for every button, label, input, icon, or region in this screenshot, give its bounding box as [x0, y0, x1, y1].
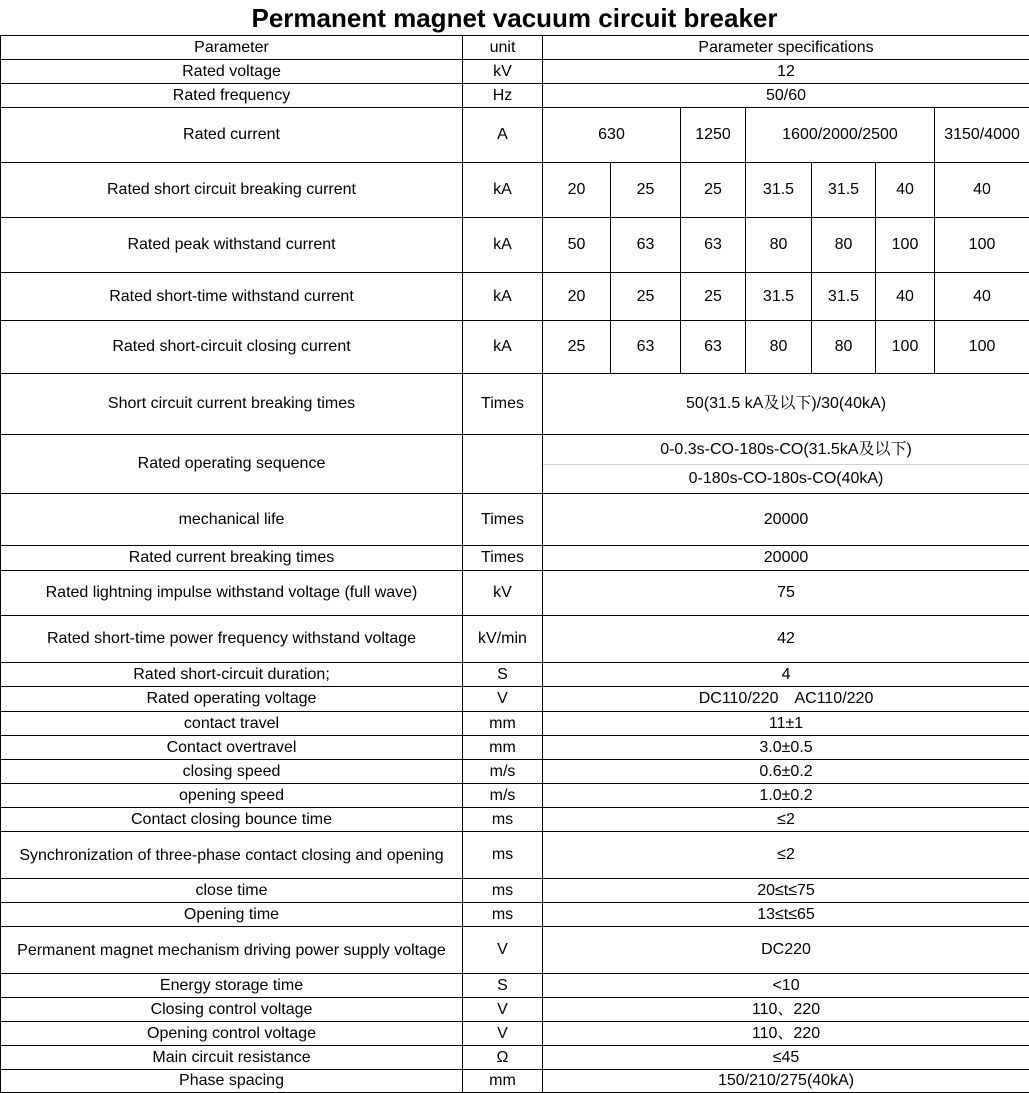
param-value: ≤2	[543, 832, 1029, 879]
param-value: 40	[935, 163, 1029, 218]
param-unit: S	[463, 974, 543, 998]
param-value: 75	[543, 571, 1029, 616]
header-parameter: Parameter	[1, 36, 463, 60]
param-unit: m/s	[463, 784, 543, 808]
param-unit: ms	[463, 903, 543, 927]
param-value: 25	[611, 273, 681, 321]
param-name: Short circuit current breaking times	[1, 374, 463, 435]
param-name: Rated frequency	[1, 84, 463, 108]
header-specifications: Parameter specifications	[543, 36, 1029, 60]
param-name: Rated operating voltage	[1, 687, 463, 712]
param-name: Rated short-time power frequency withstand voltage	[1, 616, 463, 663]
param-value: 25	[681, 163, 746, 218]
param-value: 80	[746, 218, 812, 273]
param-value: 25	[681, 273, 746, 321]
param-name: Rated current	[1, 108, 463, 163]
table-row	[1, 903, 1029, 927]
param-name: Main circuit resistance	[1, 1046, 463, 1070]
param-unit: Times	[463, 546, 543, 571]
table-row	[1, 974, 1029, 998]
param-name: opening speed	[1, 784, 463, 808]
table-row	[1, 927, 1029, 974]
param-value: 80	[812, 218, 876, 273]
param-value: 25	[611, 163, 681, 218]
param-name: Rated short-circuit duration;	[1, 663, 463, 687]
param-value: ≤45	[543, 1046, 1029, 1070]
param-unit: mm	[463, 712, 543, 736]
table-row	[1, 374, 1029, 435]
param-name: Rated operating sequence	[1, 435, 463, 494]
param-unit: Times	[463, 374, 543, 435]
param-value: 110、220	[543, 1022, 1029, 1046]
param-unit: m/s	[463, 760, 543, 784]
param-value: 40	[935, 273, 1029, 321]
table-row	[1, 60, 1029, 84]
table-row	[1, 663, 1029, 687]
param-unit: mm	[463, 1070, 543, 1093]
table-row	[1, 616, 1029, 663]
param-value: 40	[876, 163, 935, 218]
param-value: 0-180s-CO-180s-CO(40kA)	[543, 465, 1029, 494]
table-header-row	[1, 36, 1029, 60]
param-value: 150/210/275(40kA)	[543, 1070, 1029, 1093]
param-unit	[463, 435, 543, 494]
param-value: 40	[876, 273, 935, 321]
table-row	[1, 712, 1029, 736]
table-row	[1, 687, 1029, 712]
param-name: mechanical life	[1, 494, 463, 546]
page-title: Permanent magnet vacuum circuit breaker	[0, 0, 1029, 36]
table-row	[1, 321, 1029, 374]
table-row	[1, 998, 1029, 1022]
table-row	[1, 435, 1029, 465]
param-value: 31.5	[746, 273, 812, 321]
param-value: 110、220	[543, 998, 1029, 1022]
param-value: 100	[876, 218, 935, 273]
param-value: 0-0.3s-CO-180s-CO(31.5kA及以下)	[543, 435, 1029, 465]
param-name: Contact closing bounce time	[1, 808, 463, 832]
param-value: ≤2	[543, 808, 1029, 832]
param-unit: kA	[463, 218, 543, 273]
param-unit: mm	[463, 736, 543, 760]
param-unit: kA	[463, 321, 543, 374]
param-unit: ms	[463, 879, 543, 903]
param-value: 3.0±0.5	[543, 736, 1029, 760]
param-unit: kV	[463, 571, 543, 616]
table-row	[1, 1070, 1029, 1093]
param-value: 1600/2000/2500	[746, 108, 935, 163]
param-value: 0.6±0.2	[543, 760, 1029, 784]
param-name: closing speed	[1, 760, 463, 784]
param-unit: kV	[463, 60, 543, 84]
param-value: 50(31.5 kA及以下)/30(40kA)	[543, 374, 1029, 435]
param-value: 20000	[543, 494, 1029, 546]
param-name: Opening control voltage	[1, 1022, 463, 1046]
param-value: 63	[681, 218, 746, 273]
param-value: DC220	[543, 927, 1029, 974]
param-name: Rated peak withstand current	[1, 218, 463, 273]
param-name: Permanent magnet mechanism driving power supply voltage	[1, 927, 463, 974]
param-unit: V	[463, 927, 543, 974]
param-value: 31.5	[812, 273, 876, 321]
table-row	[1, 1022, 1029, 1046]
table-row	[1, 84, 1029, 108]
header-unit: unit	[463, 36, 543, 60]
param-value: 63	[611, 321, 681, 374]
param-name: Rated short-time withstand current	[1, 273, 463, 321]
table-row	[1, 163, 1029, 218]
param-unit: S	[463, 663, 543, 687]
param-value: 3150/4000	[935, 108, 1029, 163]
param-name: Rated current breaking times	[1, 546, 463, 571]
param-unit: V	[463, 1022, 543, 1046]
param-unit: ms	[463, 832, 543, 879]
param-value: 4	[543, 663, 1029, 687]
param-unit: Times	[463, 494, 543, 546]
param-unit: kA	[463, 163, 543, 218]
param-unit: V	[463, 687, 543, 712]
table-row	[1, 494, 1029, 546]
table-row	[1, 879, 1029, 903]
param-name: Contact overtravel	[1, 736, 463, 760]
param-value: DC110/220 AC110/220	[543, 687, 1029, 712]
param-value: 42	[543, 616, 1029, 663]
param-value: 20≤t≤75	[543, 879, 1029, 903]
param-name: Rated voltage	[1, 60, 463, 84]
param-name: Rated short-circuit closing current	[1, 321, 463, 374]
param-value: 100	[876, 321, 935, 374]
table-row	[1, 273, 1029, 321]
param-value: 13≤t≤65	[543, 903, 1029, 927]
param-name: contact travel	[1, 712, 463, 736]
param-value: 11±1	[543, 712, 1029, 736]
param-unit: V	[463, 998, 543, 1022]
table-row	[1, 736, 1029, 760]
param-name: Rated short circuit breaking current	[1, 163, 463, 218]
param-value: 20	[543, 163, 611, 218]
param-unit: kV/min	[463, 616, 543, 663]
param-value: 20	[543, 273, 611, 321]
spec-table	[0, 35, 1029, 1093]
param-name: Phase spacing	[1, 1070, 463, 1093]
param-value: 20000	[543, 546, 1029, 571]
param-value: 1250	[681, 108, 746, 163]
param-value: 31.5	[746, 163, 812, 218]
param-value: 63	[681, 321, 746, 374]
table-row	[1, 571, 1029, 616]
param-name: Opening time	[1, 903, 463, 927]
param-value: 50/60	[543, 84, 1029, 108]
table-row	[1, 784, 1029, 808]
param-value: 80	[746, 321, 812, 374]
param-name: Closing control voltage	[1, 998, 463, 1022]
table-row	[1, 546, 1029, 571]
table-row	[1, 808, 1029, 832]
table-row	[1, 1046, 1029, 1070]
param-value: 50	[543, 218, 611, 273]
param-value: <10	[543, 974, 1029, 998]
param-unit: kA	[463, 273, 543, 321]
param-unit: Hz	[463, 84, 543, 108]
param-name: Rated lightning impulse withstand voltage (full wave)	[1, 571, 463, 616]
table-row	[1, 218, 1029, 273]
param-value: 31.5	[812, 163, 876, 218]
param-unit: Ω	[463, 1046, 543, 1070]
param-value: 25	[543, 321, 611, 374]
param-name: Synchronization of three-phase contact closing and opening	[1, 832, 463, 879]
param-unit: A	[463, 108, 543, 163]
table-row	[1, 832, 1029, 879]
param-value: 12	[543, 60, 1029, 84]
table-row	[1, 108, 1029, 163]
param-value: 630	[543, 108, 681, 163]
table-row	[1, 760, 1029, 784]
param-value: 100	[935, 321, 1029, 374]
param-name: Energy storage time	[1, 974, 463, 998]
param-unit: ms	[463, 808, 543, 832]
param-value: 63	[611, 218, 681, 273]
param-value: 100	[935, 218, 1029, 273]
param-value: 1.0±0.2	[543, 784, 1029, 808]
param-name: close time	[1, 879, 463, 903]
param-value: 80	[812, 321, 876, 374]
